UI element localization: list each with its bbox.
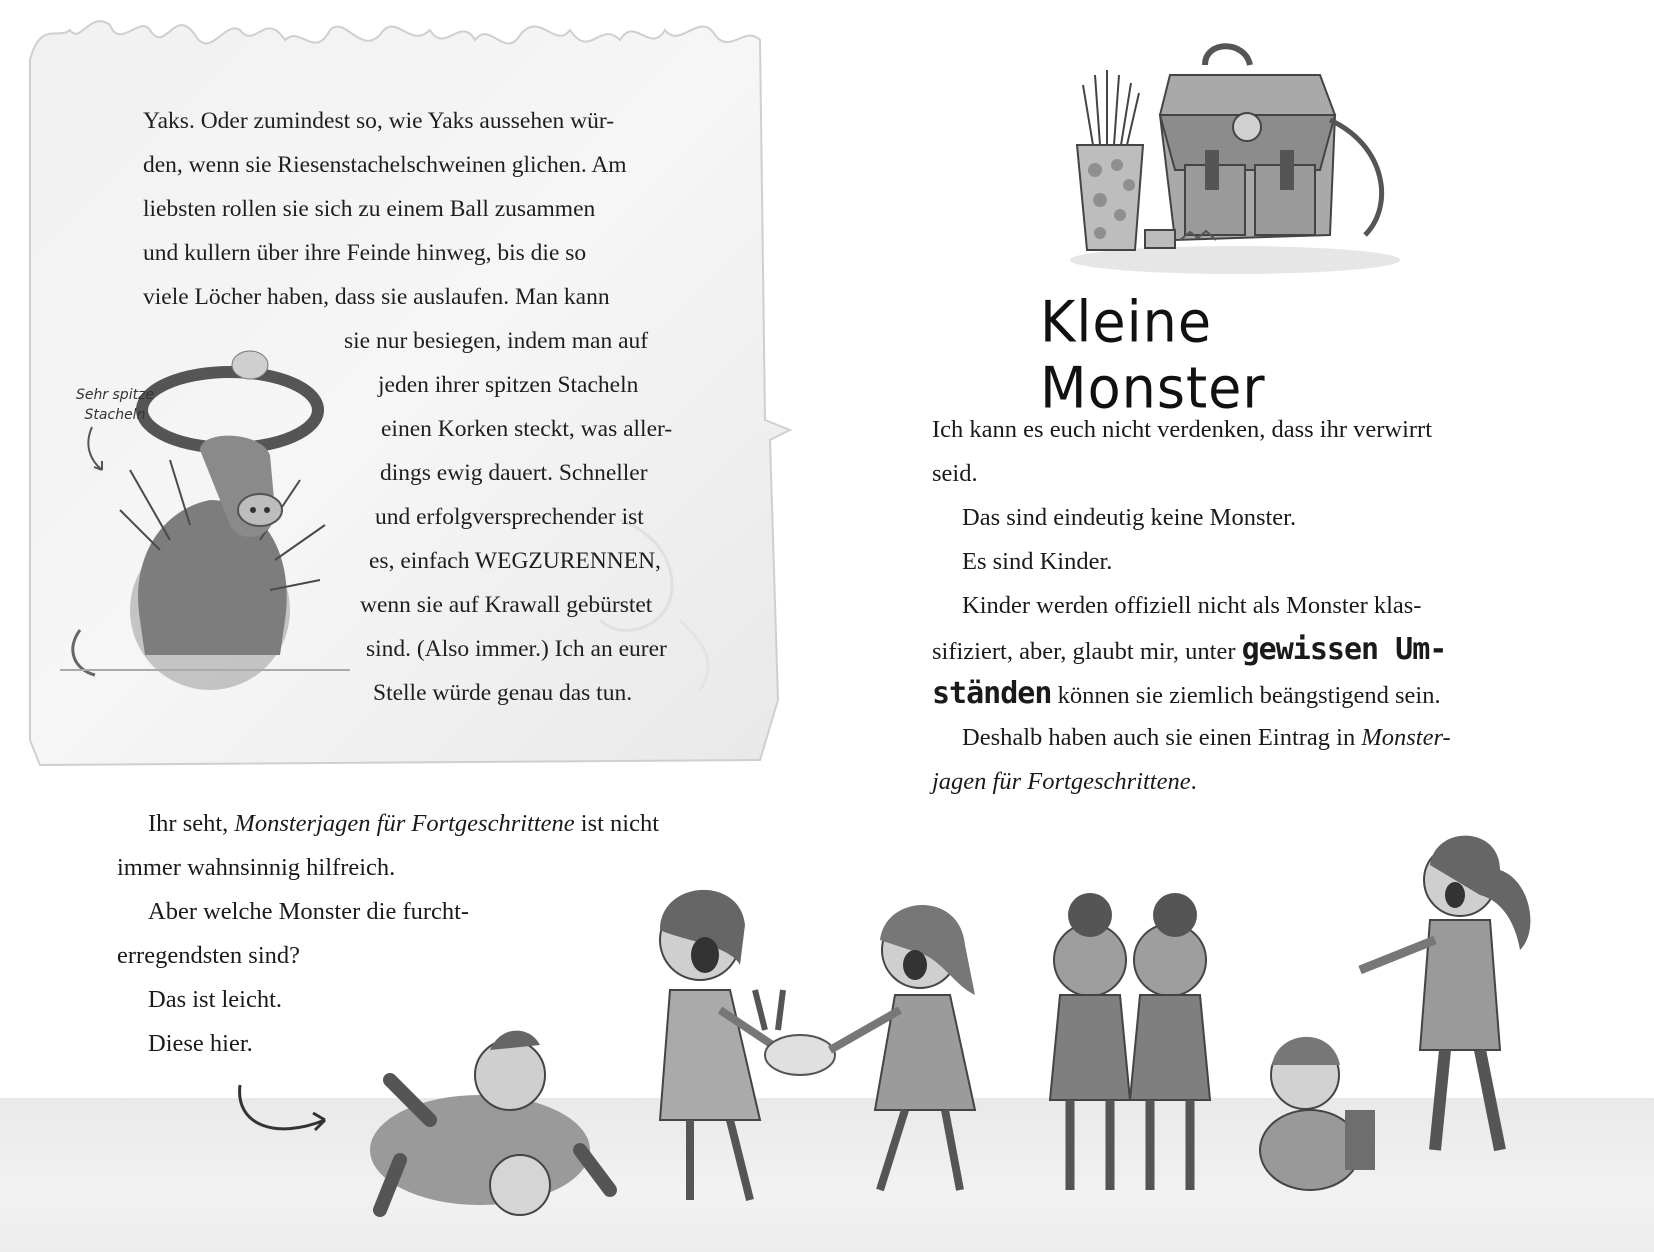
body-line: Diese hier. xyxy=(148,1030,253,1057)
body-line: jagen für Fortgeschrittene. xyxy=(932,768,1197,795)
yak-illustration xyxy=(60,310,360,710)
body-line: Aber welche Monster die furcht- xyxy=(148,898,470,925)
body-line: seid. xyxy=(932,460,978,487)
arrow-icon xyxy=(82,425,112,475)
parchment-line: dings ewig dauert. Schneller xyxy=(380,460,648,486)
body-line: erregendsten sind? xyxy=(117,942,300,969)
parchment-line: Yaks. Oder zumindest so, wie Yaks aussehen wür- xyxy=(143,108,615,134)
curved-arrow-icon xyxy=(235,1080,335,1150)
body-line: Es sind Kinder. xyxy=(962,548,1113,575)
body-line: Deshalb haben auch sie einen Eintrag in Monster- xyxy=(962,724,1451,751)
body-line: Ich kann es euch nicht verdenken, dass ihr verwirrt xyxy=(932,416,1433,443)
body-line: sifiziert, aber, glaubt mir, unter gewissen Um- xyxy=(932,632,1447,667)
chapter-title: Kleine Monster xyxy=(1040,288,1266,422)
parchment-line: und erfolgversprechender ist xyxy=(375,504,644,530)
school-supplies-illustration xyxy=(1065,35,1405,275)
body-line: ständen können sie ziemlich beängstigend sein. xyxy=(932,676,1441,711)
parchment-line: wenn sie auf Krawall gebürstet xyxy=(360,592,653,618)
body-line: immer wahnsinnig hilfreich. xyxy=(117,854,396,881)
parchment-line: Stelle würde genau das tun. xyxy=(373,680,633,706)
parchment-line: sind. (Also immer.) Ich an eurer xyxy=(366,636,667,662)
body-line: Ihr seht, Monsterjagen für Fortgeschrittene ist nicht xyxy=(148,810,660,837)
parchment-line: viele Löcher haben, dass sie auslaufen. Man kann xyxy=(143,284,610,310)
annotation-line: Stacheln xyxy=(84,407,146,423)
parchment-line: den, wenn sie Riesenstachelschweinen glichen. Am xyxy=(143,152,627,178)
parchment-line: einen Korken steckt, was aller- xyxy=(381,416,673,442)
children-illustration xyxy=(360,820,1640,1240)
body-line: Das sind eindeutig keine Monster. xyxy=(962,504,1297,531)
parchment-line: und kullern über ihre Feinde hinweg, bis die so xyxy=(143,240,587,266)
parchment-line: es, einfach WEGZURENNEN, xyxy=(369,548,661,574)
body-line: Das ist leicht. xyxy=(148,986,283,1013)
yak-annotation xyxy=(60,385,170,425)
annotation-line: Sehr spitze xyxy=(75,387,155,403)
parchment-line: liebsten rollen sie sich zu einem Ball zusammen xyxy=(143,196,596,222)
emphasized-text: gewissen Um- xyxy=(1241,632,1447,667)
emphasized-text: ständen xyxy=(932,676,1052,711)
parchment-line: jeden ihrer spitzen Stacheln xyxy=(378,372,639,398)
parchment-line: sie nur besiegen, indem man auf xyxy=(344,328,649,354)
body-line: Kinder werden offiziell nicht als Monster klas- xyxy=(962,592,1422,619)
